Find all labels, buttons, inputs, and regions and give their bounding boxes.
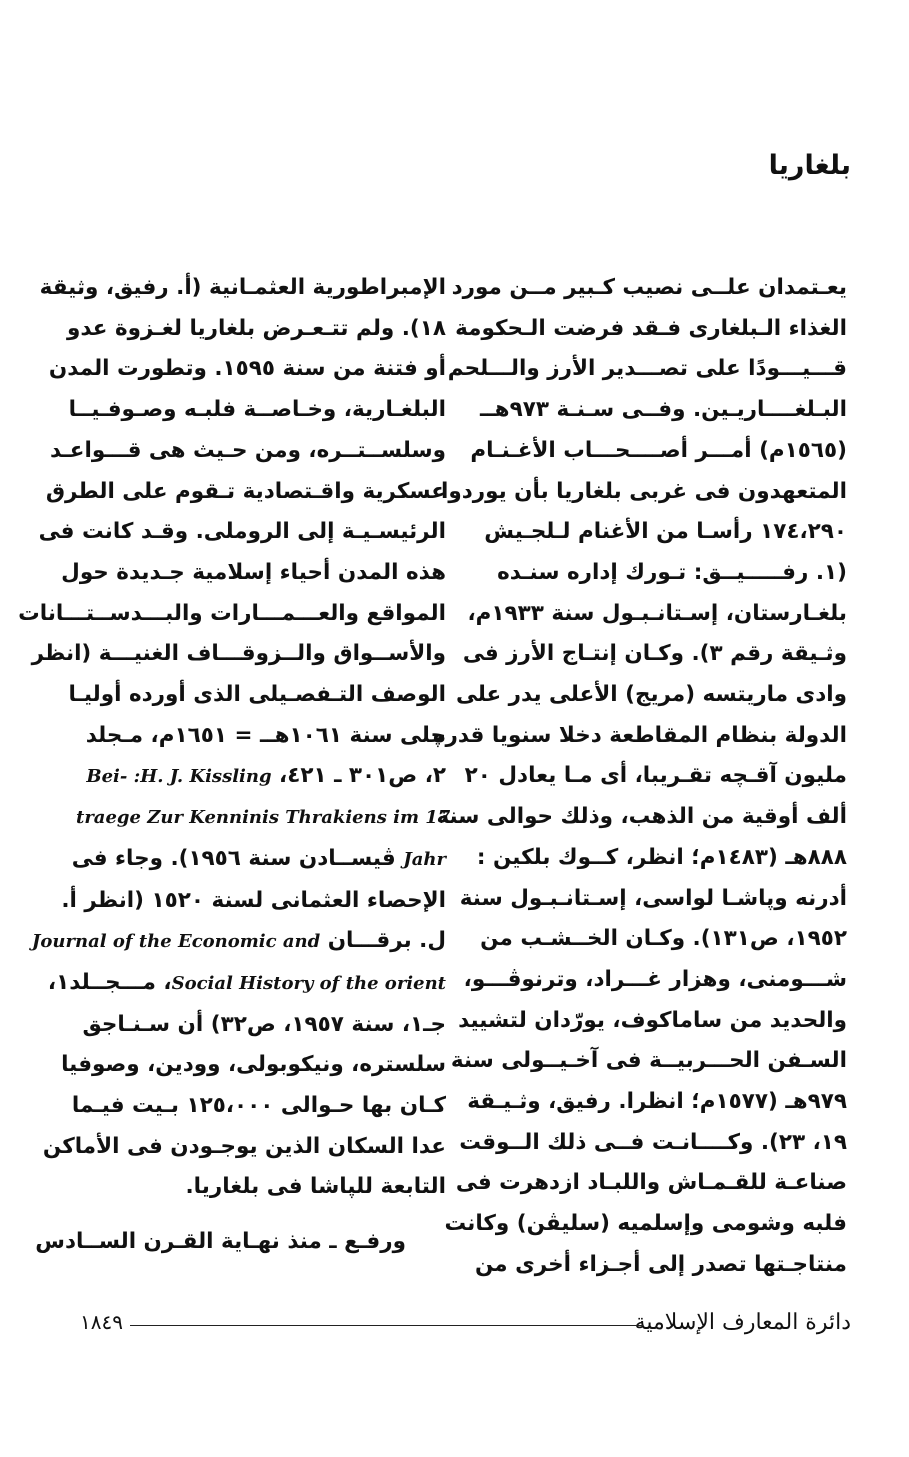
text-line: عدا السكان الذين يوجـودن فى الأماكن: [42, 1133, 446, 1159]
text-line: شـــومنى، وهزار غـــراد، وترنوڤـــو،: [463, 966, 847, 992]
text-line: أدرنه وپاشـا لواسى، إسـتانـبـول سنة: [459, 885, 847, 911]
text-line: ١٨). ولم تتـعـرض بلغاريا لغـزوة عدو: [67, 315, 446, 341]
text-line: ١٩، ٢٣). وكــــانـت فــى ذلك الــوقت: [459, 1129, 847, 1155]
text-line: ١٩٥٢، ص١٣١). وكـان الخــشـب من: [480, 926, 847, 952]
text-line: البلغـارية، وخـاصــة فلبـه وصـوفـيــا: [68, 397, 446, 423]
text-line: جـ١، سنة ١٩٥٧، ص٣٢) أن سـنـاجق: [82, 1011, 446, 1037]
text-line: چلى سنة ١٠٦١هــ = ١٦٥١م، مـجلد: [85, 722, 446, 748]
journal-history-line: Social History of the orient، مـــجــلد١،: [47, 969, 446, 995]
footer-rule: [130, 1325, 643, 1326]
footer-journal-title: دائرة المعارف الإسلامية: [634, 1310, 851, 1335]
page-number: ١٨٤٩: [80, 1310, 123, 1334]
text-line: البـلغــــاريـين. وفــى سـنـة ٩٧٣هــ: [479, 397, 847, 423]
page-header-title: بلغاريا: [768, 150, 851, 181]
text-line: يعـتمدان علــى نصيب كـبير مــن مورد: [451, 275, 847, 300]
text-line: ٩٧٩هـ (١٥٧٧م؛ انظرا. رفيق، وثـيـقة: [467, 1089, 847, 1115]
text-line: المواقع والعـــمـــارات والبـــدســتـــانات: [18, 600, 446, 626]
text-line: وسلســتــره، ومن حـيث هى قـــواعـد: [50, 437, 446, 463]
text-line: عسكرية واقـتصادية تـقوم على الطرق: [45, 478, 446, 504]
text-line: (١٥٦٥م) أمـــر أصــــحـــاب الأغـنـام: [470, 437, 847, 463]
text-line: ألف أوقية من الذهب، وذلك حوالى سنة: [436, 804, 847, 830]
page-footer: [80, 1310, 851, 1340]
text-line: وادى ماريتسه (مريج) الأعلى يدر على: [455, 682, 847, 708]
text-line: ١٧٤،٢٩٠ رأسـا من الأغنام لـلجـيش: [484, 519, 847, 545]
text-line: منتاجـتها تصدر إلى أجـزاء أخرى من: [474, 1251, 847, 1277]
text-line: مليون آقـچه تقـريبا، أى مـا يعادل ٢٠: [464, 763, 847, 789]
text-line: الإمبراطورية العثمـانية (أ. رفيق، وثيقة: [39, 275, 446, 300]
text-line: هذه المدن أحياء إسلامية جـديدة حول: [61, 559, 446, 585]
text-line: كـان بها حـوالى ١٢٥،٠٠٠ بـيت فيـما: [71, 1093, 446, 1119]
latin-citation-line: traege Zur Kenninis Thrakiens im 17: [76, 807, 451, 829]
text-line: الوصف التـفصـيلى الذى أورده أوليـا: [68, 682, 446, 708]
right-text-column: [432, 268, 847, 1286]
text-line: فلبه وشومى وإسلميه (سليڤن) وكانت: [444, 1211, 847, 1237]
text-line: وثـيقة رقم ٣). وكـان إنتـاج الأرز فى: [462, 641, 847, 667]
text-line: الدولة بنظام المقاطعة دخلا سنويا قدره: [432, 722, 847, 748]
left-text-column: [18, 268, 451, 1263]
text-line: والأســواق والــزوقـــاف الغنيـــة (انظر: [31, 641, 446, 667]
paragraph-start-line: ورفـع ـ منذ نهـاية القـرن الســادس: [35, 1229, 406, 1255]
text-line: قـــيـــودًا على تصـــدير الأرز والـــلحم: [447, 356, 847, 382]
text-line: أو فتنة من سنة ١٥٩٥. وتطورت المدن: [48, 356, 446, 382]
citation-line: ٢، ص٣٠١ ـ ٤٢١، Bei- :H. J. Kissling: [86, 763, 446, 789]
text-line: والحديد من ساماكوف، يورّدان لتشييد: [458, 1007, 847, 1033]
text-line: سلستره، ونيكوبولى، وودين، وصوفيا: [61, 1052, 446, 1078]
text-line: الرئيسـيـة إلى الروملى. وقـد كانت فى: [38, 519, 446, 545]
text-line: (١. رفـــــيــق: تـورك إداره سنـده: [497, 559, 847, 585]
text-line: بلغـارستان، إسـتانـبـول سنة ١٩٣٣م،: [467, 600, 847, 626]
text-line: السـفن الحـــربيــة فى آخـيــولى سنة: [450, 1048, 847, 1074]
text-line: الإحصاء العثمانى لسنة ١٥٢٠ (انظر أ.: [61, 887, 446, 913]
journal-line: ل. برقـــان Journal of the Economic and: [31, 928, 446, 954]
jahr-line: Jahr ڤيســادن سنة ١٩٥٦). وجاء فى: [71, 845, 446, 871]
text-line: صناعـة للقـمـاش واللبـاد ازدهرت فى: [455, 1170, 847, 1196]
text-line: المتعهدون فى غربى بلغاريا بأن يوردوا: [440, 478, 847, 504]
text-line: ٨٨٨هـ (١٤٨٣م؛ انظر، كــوك بلكين :: [476, 844, 847, 870]
text-line: التابعة للپاشا فى بلغاريا.: [185, 1174, 446, 1200]
text-line: الغذاء الـبلغارى فـقد فرضت الـحكومة: [455, 315, 847, 341]
